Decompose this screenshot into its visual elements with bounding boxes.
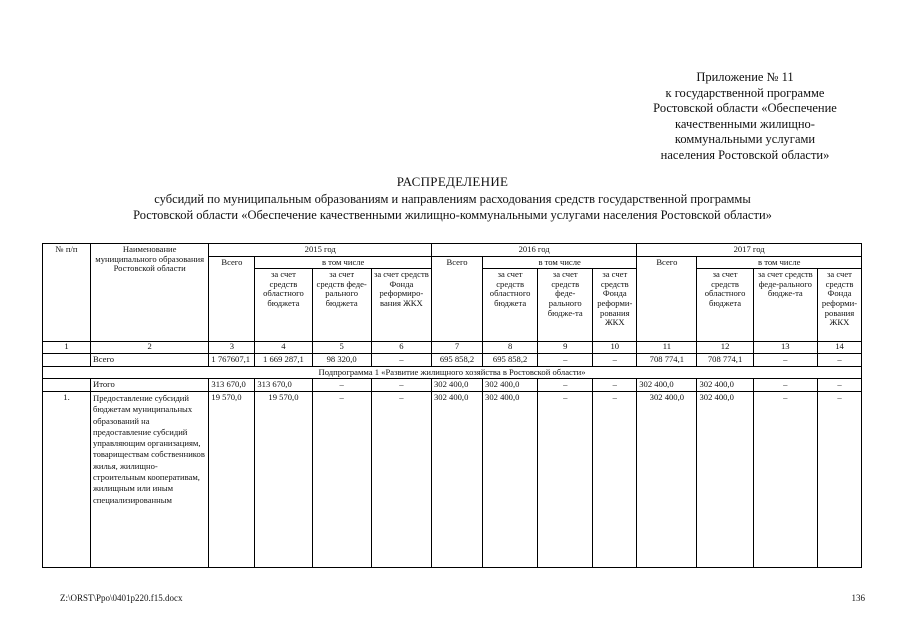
cell: 302 400,0 [432,391,483,567]
column-number: 3 [209,342,255,354]
column-number: 7 [432,342,483,354]
table-row-1 [43,391,862,567]
cell: – [593,391,637,567]
document-title: РАСПРЕДЕЛЕНИЕ [396,174,509,189]
subtitle-line: Ростовской области «Обеспечение качественными жилищно-коммунальными услугами населения Ростовской области» [133,208,772,222]
header-sub: за счет средств Фонда реформи-рования ЖКХ [593,269,637,342]
cell: – [753,379,817,392]
subprogram-title: Подпрограмма 1 «Развитие жилищного хозяйства в Ростовской области» [43,366,862,379]
appendix-line: качественными жилищно- [675,116,815,131]
cell: – [538,354,593,367]
column-number: 11 [637,342,697,354]
row-num: 1. [43,391,91,567]
page-number: 136 [851,593,865,603]
header-sub: за счет средств феде-рального бюдже-та [753,269,817,342]
cell: 302 400,0 [483,391,538,567]
cell: – [371,391,431,567]
cell: 708 774,1 [637,354,697,367]
cell: 302 400,0 [697,379,753,392]
cell: – [753,354,817,367]
table-row-total [43,354,862,367]
header-incl: в том числе [483,256,637,269]
cell: – [817,391,861,567]
subprogram-row [43,366,862,379]
cell: 302 400,0 [432,379,483,392]
cell: 302 400,0 [483,379,538,392]
header-name: Наименование муниципального образования Ростовской области [90,244,208,342]
cell: 313 670,0 [255,379,312,392]
header-sub: за счет средств областного бюджета [697,269,753,342]
header-row [43,244,862,257]
row-num [43,379,91,392]
table-row-itogo [43,379,862,392]
appendix-line: Ростовской области «Обеспечение [653,101,837,115]
header-sub: за счет средств феде-рального бюдже-та [538,269,593,342]
appendix-line: населения Ростовской области» [660,147,830,162]
cell: – [538,379,593,392]
header-sub: за счет средств феде-рального бюджета [312,269,371,342]
header-total: Всего [432,256,483,342]
header-sub: за счет средств Фонда реформи-рования ЖКХ [817,269,861,342]
cell: – [817,354,861,367]
cell: 695 858,2 [432,354,483,367]
column-number: 6 [371,342,431,354]
row-label: Предоставление субсидий бюджетам муниципальных образований на предоставление субсидий управляющим организациям, товариществам собственников жилья, жилищно-строительным кооперативам, жилищным или иным специализированным [90,391,208,567]
header-year: 2016 год [432,244,637,257]
column-number: 10 [593,342,637,354]
header-total: Всего [637,256,697,342]
cell: – [312,379,371,392]
appendix-line: коммунальными услугами [674,132,816,146]
column-number: 4 [255,342,312,354]
column-number: 2 [90,342,208,354]
row-num [43,354,91,367]
row-label: Итого [90,379,208,392]
cell: 302 400,0 [697,391,753,567]
cell: – [593,354,637,367]
cell: – [371,379,431,392]
cell: 695 858,2 [483,354,538,367]
cell: 19 570,0 [255,391,312,567]
cell: – [753,391,817,567]
header-sub: за счет средств областного бюджета [255,269,312,342]
header-num: № п/п [43,244,91,342]
cell: 1 767607,1 [209,354,255,367]
cell: 302 400,0 [637,379,697,392]
cell: 19 570,0 [209,391,255,567]
subtitle-line: субсидий по муниципальным образованиям и направлениям расходования средств государственной программы [154,192,751,206]
appendix-line: к государственной программе [665,85,825,100]
header-incl: в том числе [697,256,862,269]
appendix-line: Приложение № 11 [696,70,794,84]
header-sub: за счет средств областного бюджета [483,269,538,342]
header-year: 2015 год [209,244,432,257]
cell: – [538,391,593,567]
distribution-table [42,243,862,568]
cell: – [312,391,371,567]
cell: 708 774,1 [697,354,753,367]
column-number: 5 [312,342,371,354]
header-total: Всего [209,256,255,342]
cell: 1 669 287,1 [255,354,312,367]
cell: 313 670,0 [209,379,255,392]
document-subtitle [0,191,905,223]
header-year: 2017 год [637,244,862,257]
cell: – [817,379,861,392]
appendix-heading [625,70,865,163]
cell: 98 320,0 [312,354,371,367]
cell: 302 400,0 [637,391,697,567]
column-number: 13 [753,342,817,354]
column-number: 1 [43,342,91,354]
file-path: Z:\ORST\Ppo\0401p220.f15.docx [60,593,183,603]
column-number-row [43,342,862,354]
column-number: 9 [538,342,593,354]
column-number: 8 [483,342,538,354]
header-incl: в том числе [255,256,432,269]
cell: – [371,354,431,367]
column-number: 14 [817,342,861,354]
cell: – [593,379,637,392]
header-sub: за счет средств Фонда реформиро-вания ЖКХ [371,269,431,342]
column-number: 12 [697,342,753,354]
row-label: Всего [90,354,208,367]
